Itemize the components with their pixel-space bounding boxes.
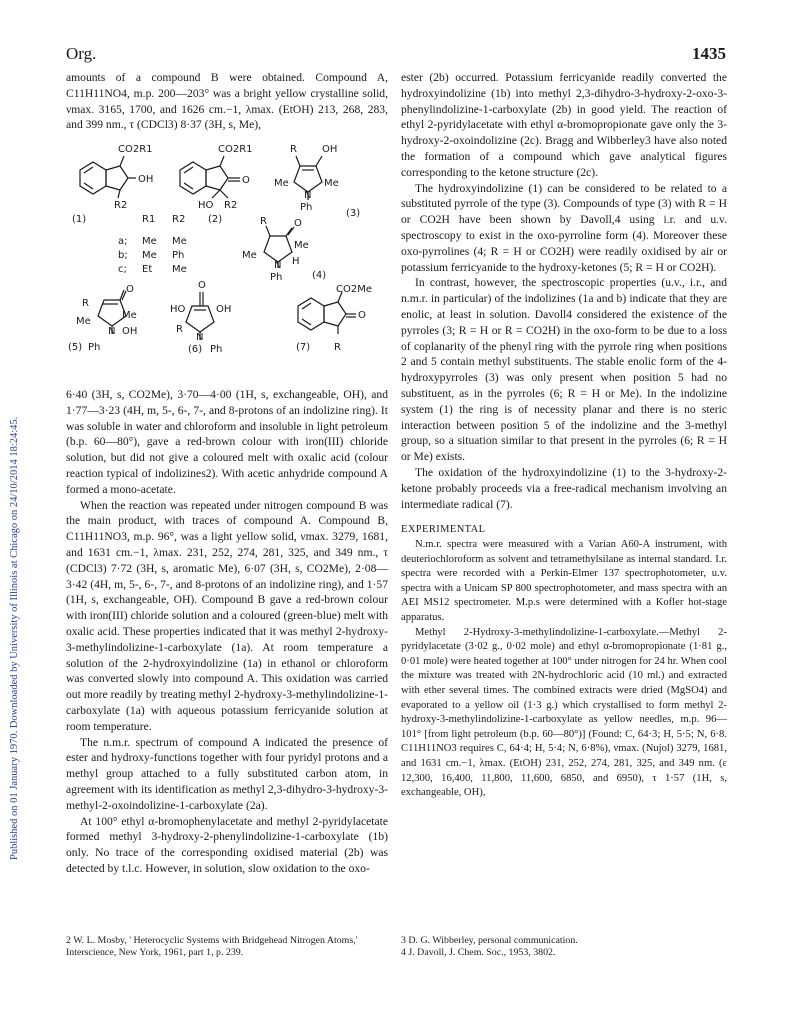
structure-3-n: N	[304, 190, 312, 201]
download-notice-sidebar	[9, 182, 23, 862]
running-header-page-number: 1435	[692, 44, 726, 63]
structure-2-ho: HO	[198, 200, 214, 211]
structure-2-co2r1: CO2R1	[218, 144, 253, 155]
paragraph: amounts of a compound B were obtained. Compound A, C11H11NO4, m.p. 200—203° was a bright yellow crystalline solid, νmax. 3165, 1700, and 1626 cm.−1, λmax. (EtOH) 213, 268, 283, and 399 nm., τ (CDCl3) 8·37 (3H, s, Me),	[66, 71, 388, 132]
structure-6-n: N	[196, 332, 204, 343]
structure-6-ho: HO	[170, 304, 186, 315]
paragraph: When the reaction was repeated under nitrogen compound B was the main product, with traces of compound A. Compound B, C11H11NO3, m.p. 96°, was a light yellow solid, νmax. 3279, 1681, and 1631 cm.−1, λmax. 231, 252, 274, 281, 325, and 349 nm., τ (CDCl3) 7·72 (3H, s, aromatic Me), 6·07 (3H, s, CO2Me), 2·08—3·42 (4H, m, 5-, 6-, 7-, and 8-protons of an indolizine ring), and 1·57 (1H, s, exchangeable, OH). Compound B gave a red-brown colour with iron(III) chloride solution and a coloured (green-blue) melt with oxalic acid. These properties indicated that it was methyl 2-hydroxy-3-methylindolizine-1-carboxylate (1a). At room temperature a solution of the 2-hydroxyindolizine (1a) in ethanol or chloroform was converted slowly into compound A. This oxidation was carried out more readily by treating methyl 2-hydroxy-3-methylindolizine-1-carboxylate (1a) with aqueous potassium ferricyanide solution at room temperature.	[66, 498, 388, 733]
paragraph: The oxidation of the hydroxyindolizine (1) to the 3-hydroxy-2-ketone probably proceeds via a free-radical mechanism involving an intermediate radical (7).	[401, 465, 727, 511]
structure-7-co2me: CO2Me	[336, 284, 372, 295]
structure-5-label: (5)	[68, 342, 83, 353]
structure-7-label: (7)	[296, 342, 311, 353]
structure-6-label: (6)	[188, 344, 203, 355]
structure-6-r: R	[176, 324, 183, 335]
structure-6-oh: OH	[216, 304, 232, 315]
structure-1-r2: R2	[114, 200, 128, 211]
structure-3-oh: OH	[322, 144, 338, 155]
structure-3-me-left: Me	[274, 178, 289, 189]
paragraph: ester (2b) occurred. Potassium ferricyanide readily converted the hydroxyindolizine (1b) into methyl 2,3-dihydro-3-hydroxy-2-oxo-3-phenylindolizine-1-carboxylate (2b) in good yield. The reaction of ethyl 2-pyridylacetate with ethyl α-bromopropionate gave only the 3-hydroxy-2-oxoindolizine (2c). Bragg and Wibberley3 have also noted the formation of a compound which gave analytical figures corresponding to the ketone structure (2c).	[401, 71, 727, 179]
experimental-paragraph: N.m.r. spectra were measured with a Varian A60-A instrument, with deuteriochloroform as solvent and tetramethylsilane as internal standard. I.r. spectra were recorded with a Perkin-Elmer 137 spectrophotometer, u.v. spectra with a Unicam SP 800 spectrophotometer, and mass spectra with an AEI MS12 spectrometer. M.p.s were determined with a Kofler hot-stage apparatus.	[401, 539, 727, 624]
structure-7-o: O	[358, 310, 366, 321]
structure-3-ph: Ph	[300, 202, 313, 213]
paragraph: The hydroxyindolizine (1) can be considered to be related to a substituted pyrrole of the type (3). Compounds of type (3) with R = H or CO2H have been shown by Davoll,4 using i.r. and u.v. spectroscopy to exist in the oxo-pyrroline form (4). Moreover these oxo-pyrrolines (4; R = H or CO2H) were readily oxidised by air or potassium ferricyanide to the hydroxy-ketones (5; R = H or CO2H).	[401, 181, 727, 274]
table-row-b-r1: Me	[142, 250, 157, 261]
structure-5-me-left: Me	[76, 316, 91, 327]
footnote: 3 D. G. Wibberley, personal communication.	[401, 935, 578, 946]
structure-4-me-left: Me	[242, 250, 257, 261]
structure-1-oh: OH	[138, 174, 154, 185]
structure-2-drawing	[180, 156, 240, 198]
structure-4-label: (4)	[312, 270, 327, 281]
footnotes-right	[401, 935, 727, 960]
structure-4-h: H	[292, 256, 300, 267]
structure-3-r: R	[290, 144, 297, 155]
experimental-paragraph: Methyl 2-Hydroxy-3-methylindolizine-1-carboxylate.—Methyl 2-pyridylacetate (3·02 g., 0·02 mole) and ethyl α-bromopropionate (1·81 g., 0·01 mole) were heated together at 100° under nitrogen for 24 hr. When cool the mixture was treated with 2N-hydrochloric acid (10 ml.) and extracted with ether several times. The combined extracts were dried (MgSO4) and evaporated to a yellow oil (1·3 g.) which crystallised to form methyl 2-hydroxy-3-methylindolizine-1-carboxylate as yellow needles, m.p. 96—101° [from light petroleum (b.p. 60—80°)] (Found: C, 64·3; H, 5·5; N, 6·8. C11H11NO3 requires C, 64·4; H, 5·4; N, 6·8%), νmax. (Nujol) 3279, 1681, and 1631 cm.−1, λmax. (EtOH) 231, 252, 274, 281, 325, and 349 nm. (ε 12,300, 16,400, 11,800, 11,600, 6850, and 6950), τ 1·57 (1H, s, exchangeable, OH),	[401, 626, 727, 799]
paragraph: The n.m.r. spectrum of compound A indicated the presence of ester and hydroxy-functions together with four pyridyl protons and a methyl group attached to a fully substituted carbon atom, in agreement with its identification as methyl 2,3-dihydro-3-hydroxy-3-methyl-2-oxoindolizine-1-carboxylate (2a).	[66, 735, 388, 812]
experimental-heading: EXPERIMENTAL	[401, 524, 486, 536]
structure-1-label: (1)	[72, 214, 87, 225]
structure-2-label: (2)	[208, 214, 223, 225]
table-row-a: a;	[118, 236, 128, 247]
table-row-c: c;	[118, 264, 127, 275]
structure-5-r: R	[82, 298, 89, 309]
structure-7-r: R	[334, 342, 341, 353]
structure-6-o: O	[198, 280, 206, 291]
table-row-c-r2: Me	[172, 264, 187, 275]
structure-4-r: R	[260, 216, 267, 227]
table-row-a-r1: Me	[142, 236, 157, 247]
structure-4-o: O	[294, 218, 302, 229]
paragraph: In contrast, however, the spectroscopic properties (u.v., i.r., and n.m.r. in particular) of the indolizines (1a and b) indicate that they are enolic, at least in solution. Davoll4 considered the existence of the pyrroles (3; R = H or R = CO2H) in the oxo-form to be due to a loss of coplanarity of the phenyl ring with the pyrrole ring when positions 2 and 5 contain methyl substituents. The stable enolic form of the 4-hydroxypyrroles (3) was only present when position 5 had no substituent, as in the pyrroles (6; R = H or Me). In the indolizine system (1) the ring is of necessity planar and there is no steric interaction between position 5 of the indolizine and the 3-methyl group, so a situation similar to that present in the pyrroles (6; R = H or Me) exists.	[401, 276, 727, 464]
structure-5-ph: Ph	[88, 342, 101, 353]
structure-6-ph: Ph	[210, 344, 223, 355]
table-row-a-r2: Me	[172, 236, 187, 247]
table-header-r2: R2	[172, 214, 186, 225]
left-column-top	[66, 70, 388, 133]
chemical-structures-figure	[60, 140, 396, 384]
structure-2-r2: R2	[224, 200, 238, 211]
structure-4-n: N	[274, 260, 282, 271]
footnote: 4 J. Davoll, J. Chem. Soc., 1953, 3802.	[401, 947, 556, 959]
table-row-b-r2: Ph	[172, 250, 185, 261]
paragraph: At 100° ethyl α-bromophenylacetate and methyl 2-pyridylacetate formed methyl 3-hydroxy-2-phenylindolizine-1-carboxylate (1b) only. No trace of the corresponding oxidised material (2b) was detected by t.l.c. However, in solution, slow oxidation to the oxo-	[66, 814, 388, 875]
structure-4-ph: Ph	[270, 272, 283, 283]
table-row-b: b;	[118, 250, 128, 261]
structure-5-me-right: Me	[122, 310, 137, 321]
structure-5-oh: OH	[122, 326, 138, 337]
table-row-c-r1: Et	[142, 264, 153, 275]
structure-4-me-right: Me	[294, 240, 309, 251]
structure-7-drawing	[298, 292, 356, 334]
structure-3-me-right: Me	[324, 178, 339, 189]
structure-2-o: O	[242, 175, 250, 186]
paragraph: 6·40 (3H, s, CO2Me), 3·70—4·00 (1H, s, exchangeable, OH), and 1·77—3·23 (4H, m, 5-, 6-, 7-, and 8-protons of an indolizine ring). It was soluble in water and chloroform and insoluble in light petroleum (b.p. 60—80°), gave a red-brown colour with iron(III) chloride solution, but did not give a coloured melt with oxalic acid (colour reaction typical of indolizines2). With acetic anhydride compound A formed a mono-acetate.	[66, 388, 388, 496]
structure-1-drawing	[80, 156, 136, 198]
structure-5-n: N	[108, 326, 116, 337]
footnote: 2 W. L. Mosby, ' Heterocyclic Systems with Bridgehead Nitrogen Atoms,' Interscience, New York, 1961, part 1, p. 239.	[66, 935, 358, 959]
footnotes-left	[66, 935, 388, 960]
right-column	[401, 70, 727, 801]
download-notice-text: Published on 01 January 1970. Downloaded by University of Illinois at Chicago on 24/10/2014 18:24:45.	[9, 416, 20, 860]
left-column-main	[66, 387, 388, 877]
running-header-journal: Org.	[66, 44, 97, 63]
structure-1-co2r1: CO2R1	[118, 144, 153, 155]
structure-3-label: (3)	[346, 208, 361, 219]
table-header-r1: R1	[142, 214, 156, 225]
structure-5-o: O	[126, 284, 134, 295]
